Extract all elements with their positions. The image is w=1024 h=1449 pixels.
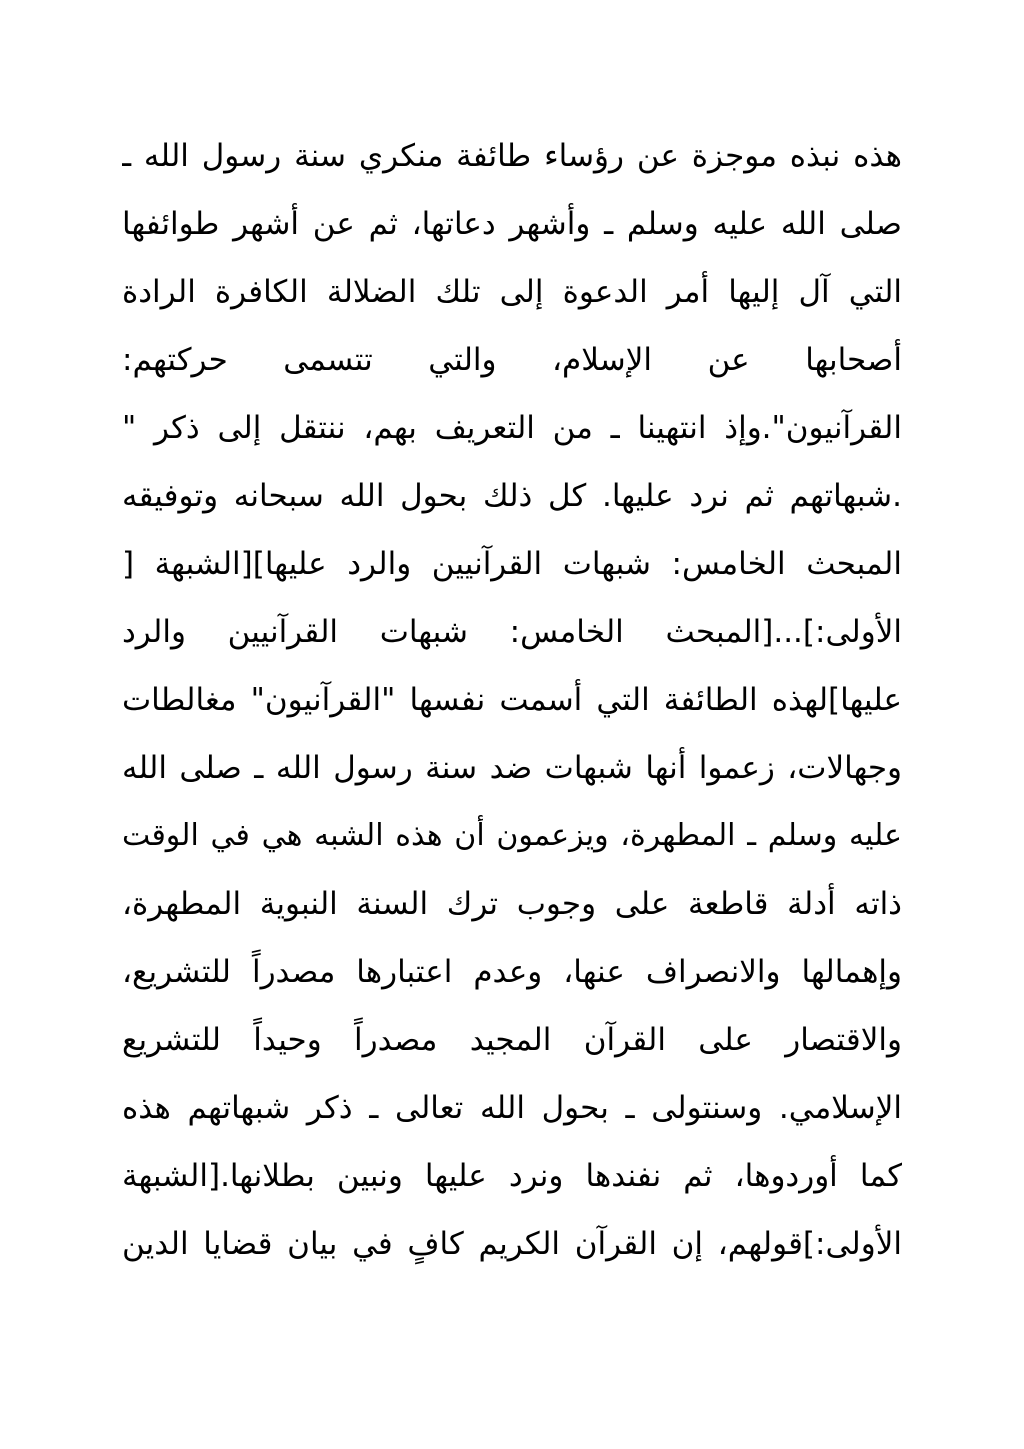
text-line: وإهمالها والانصراف عنها، وعدم اعتبارها مصدراً للتشريع، <box>122 954 902 990</box>
text-line: .شبهاتهم ثم نرد عليها. كل ذلك بحول الله سبحانه وتوفيقه <box>122 478 902 514</box>
text-line: ذاته أدلة قاطعة على وجوب ترك السنة النبوية المطهرة، <box>122 886 902 922</box>
text-line: عليه وسلم ـ المطهرة، ويزعمون أن هذه الشبه هي في الوقت <box>122 818 902 853</box>
body-text <box>122 122 902 1278</box>
text-line: عليها]لهذه الطائفة التي أسمت نفسها "القرآنيون" مغالطات <box>122 682 902 718</box>
text-line: والاقتصار على القرآن المجيد مصدراً وحيداً للتشريع <box>122 1022 902 1058</box>
text-line: المبحث الخامس: شبهات القرآنيين والرد عليها][الشبهة [ <box>122 546 902 582</box>
text-line: التي آل إليها أمر الدعوة إلى تلك الضلالة الكافرة الرادة <box>122 274 902 310</box>
text-line: هذه نبذه موجزة عن رؤساء طائفة منكري سنة رسول الله ـ <box>122 138 902 174</box>
text-line: صلى الله عليه وسلم ـ وأشهر دعاتها، ثم عن أشهر طوائفها <box>122 206 902 242</box>
text-line: وجهالات، زعموا أنها شبهات ضد سنة رسول الله ـ صلى الله <box>122 750 902 786</box>
text-line: الأولى:]قولهم، إن القرآن الكريم كافٍ في بيان قضايا الدين <box>122 1226 902 1262</box>
text-line: الإسلامي. وسنتولى ـ بحول الله تعالى ـ ذكر شبهاتهم هذه <box>122 1090 902 1126</box>
text-line: كما أوردوها، ثم نفندها ونرد عليها ونبين بطلانها.[الشبهة <box>122 1158 902 1194</box>
text-line: أصحابها عن الإسلام، والتي تتسمى حركتهم: <box>122 342 902 378</box>
text-line: القرآنيون".وإذ انتهينا ـ من التعريف بهم، ننتقل إلى ذكر " <box>122 410 902 446</box>
text-line: الأولى:]...[المبحث الخامس: شبهات القرآنيين والرد <box>122 614 902 650</box>
